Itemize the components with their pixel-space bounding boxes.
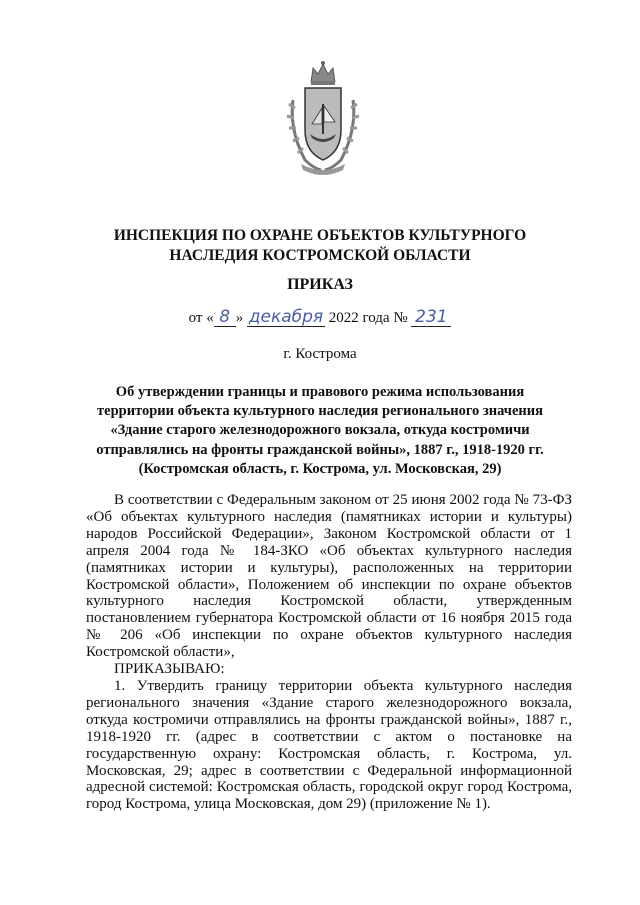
date-day: 8 bbox=[219, 307, 231, 327]
subject-line-3: «Здание старого железнодорожного вокзала, откуда костромичи bbox=[110, 422, 530, 439]
date-month-field bbox=[247, 309, 325, 327]
date-prefix: от « bbox=[188, 310, 214, 326]
date-month: декабря bbox=[248, 307, 324, 327]
subject-line-2: территории объекта культурного наследия регионального значения bbox=[97, 403, 543, 420]
document-number: 231 bbox=[415, 307, 448, 327]
organization-line-1: ИНСПЕКЦИЯ ПО ОХРАНЕ ОБЪЕКТОВ КУЛЬТУРНОГО bbox=[113, 227, 527, 244]
kostroma-coat-of-arms-icon bbox=[283, 60, 363, 180]
document-body bbox=[86, 492, 572, 813]
subject-line-4: отправлялись на фронты гражданской войны», 1887 г., 1918-1920 гг. bbox=[96, 441, 544, 458]
preamble-paragraph: В соответствии с Федеральным законом от 25 июня 2002 года № 73-ФЗ «Об объектах культурного наследия (памятниках истории и культуры) народов Российской Федерации», Законом Костромской области от 1 апреля 2004 года № 184-ЗКО «Об объектах культурного наследия (памятниках истории и культуры), расположенных на территории Костромской области», Положением об инспекции по охране объектов культурного наследия Костромской области, утвержденным постановлением губернатора Костромской области от 16 ноября 2015 года № 206 «Об инспекции по охране объектов культурного наследия Костромской области», bbox=[86, 492, 572, 661]
date-day-field bbox=[214, 309, 236, 327]
organization-line-2: НАСЛЕДИЯ КОСТРОМСКОЙ ОБЛАСТИ bbox=[169, 247, 471, 264]
document-subject bbox=[60, 383, 580, 479]
date-year-number-label: 2022 года № bbox=[328, 310, 408, 326]
city: г. Кострома bbox=[283, 346, 357, 362]
date-line bbox=[0, 307, 640, 329]
document-number-field bbox=[411, 309, 451, 327]
organization-name bbox=[0, 226, 640, 266]
date-quote-close: » bbox=[235, 310, 244, 326]
subject-line-5: (Костромская область, г. Кострома, ул. Московская, 29) bbox=[138, 460, 502, 477]
subject-line-1: Об утверждении границы и правового режима использования bbox=[115, 384, 525, 400]
order-word: ПРИКАЗЫВАЮ: bbox=[114, 661, 225, 678]
document-type: ПРИКАЗ bbox=[287, 276, 353, 293]
order-item-1: 1. Утвердить границу территории объекта культурного наследия регионального значения «Здание старого железнодорожного вокзала, откуда костромичи отправлялись на фронты гражданской войны», 1887 г., 1918-1920 гг. (адрес в соответствии с актом о постановке на государственную охрану: Костромская область, г. Кострома, ул. Московская, 29; адрес в соответствии с Федеральной информационной адресной системой: Костромская область, городской округ город Кострома, город Кострома, улица Московская, дом 29) (приложение № 1). bbox=[86, 677, 572, 813]
